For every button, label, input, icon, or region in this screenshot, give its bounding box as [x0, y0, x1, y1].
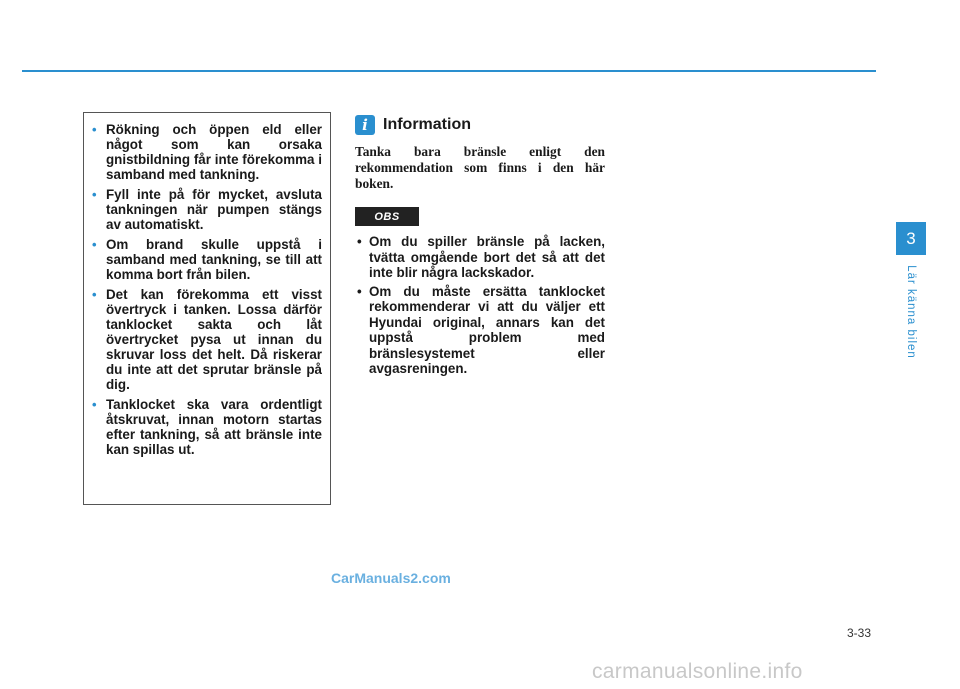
- warning-item: • Rökning och öppen eld eller något som kan orsaka gnistbildning får inte förekomma i samband med tankning.: [92, 122, 322, 182]
- watermark-carmanuals2[interactable]: CarManuals2.com: [331, 570, 451, 586]
- page-number: 3-33: [847, 626, 872, 640]
- warning-item: • Om brand skulle uppstå i samband med tankning, se till att komma bort från bilen.: [92, 237, 322, 282]
- bullet-icon: •: [92, 287, 97, 302]
- top-rule: [22, 70, 876, 72]
- bullet-icon: •: [92, 237, 97, 252]
- warning-item: • Tanklocket ska vara ordentligt åtskruvat, innan motorn startas efter tankning, så att bränsle inte kan spillas ut.: [92, 397, 322, 457]
- bullet-icon: •: [92, 122, 97, 137]
- obs-item: • Om du måste ersätta tanklocket rekommenderar vi att du väljer ett Hyundai original, annars kan det uppstå problem med bränslesystemet eller avgasreningen.: [357, 283, 605, 376]
- obs-badge: OBS: [355, 207, 419, 226]
- watermark-carmanualsonline[interactable]: carmanualsonline.info: [592, 660, 803, 683]
- warning-item: • Det kan förekomma ett visst övertryck i tanken. Lossa därför tanklocket sakta och låt övertrycket pysa ut innan du skruvar loss det helt. Då riskerar du inte att det sprutar bränsle på dig.: [92, 287, 322, 392]
- info-icon: i: [355, 115, 375, 135]
- warning-item: • Fyll inte på för mycket, avsluta tankningen när pumpen stängs av automatiskt.: [92, 187, 322, 232]
- information-section: [355, 112, 605, 376]
- chapter-label: Lär känna bilen: [905, 265, 917, 359]
- bullet-icon: •: [92, 397, 97, 412]
- warning-box: [83, 112, 331, 505]
- obs-list: [355, 234, 605, 380]
- chapter-number-tab: 3: [896, 222, 926, 255]
- bullet-icon: •: [357, 234, 362, 249]
- information-title: Information: [383, 116, 471, 133]
- bullet-icon: •: [92, 187, 97, 202]
- bullet-icon: •: [357, 283, 362, 299]
- information-text: Tanka bara bränsle enligt den rekommendation som finns i den här boken.: [355, 144, 605, 191]
- warning-list: [92, 122, 322, 457]
- obs-item: • Om du spiller bränsle på lacken, tvätta omgående bort det så att det inte blir några lackskador.: [357, 234, 605, 280]
- information-header: [355, 112, 605, 138]
